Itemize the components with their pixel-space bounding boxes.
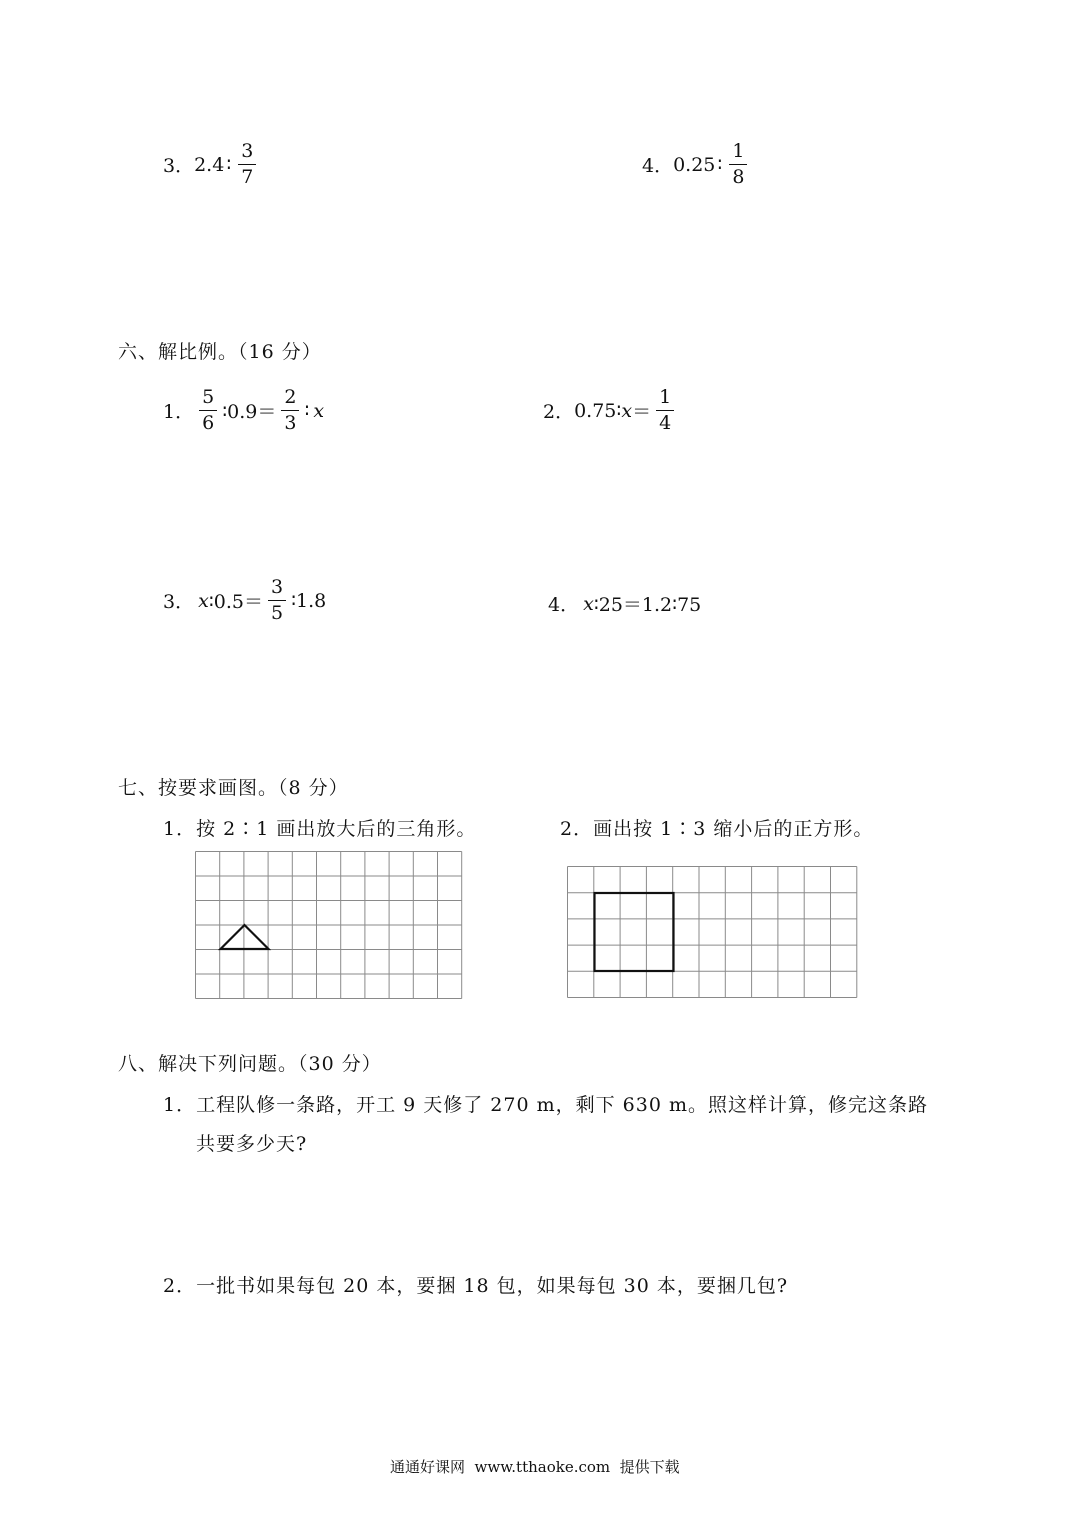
- q5-3-number: 3．: [163, 155, 195, 177]
- q6-1-number: 1．: [163, 401, 195, 423]
- denominator: 3: [284, 412, 297, 434]
- q6-4: [548, 590, 701, 617]
- q6-4-number: 4．: [548, 594, 580, 616]
- grid-right: [567, 866, 859, 999]
- denominator: 8: [732, 166, 745, 188]
- q5-4: [642, 142, 752, 187]
- q7-2-text: 2．画出按 1∶3 缩小后的正方形。: [560, 818, 874, 840]
- q5-4-number: 4．: [642, 155, 674, 177]
- numerator: 1: [659, 386, 672, 408]
- q8-2-text: 2．一批书如果每包 20 本，要捆 18 包，如果每包 30 本，要捆几包?: [163, 1275, 789, 1297]
- ratio-sign: ∶: [304, 399, 310, 422]
- q6-3-tail: ∶1.8: [291, 589, 327, 612]
- q7-1-text: 1．按 2∶1 画出放大后的三角形。: [163, 818, 477, 840]
- denominator: 5: [270, 602, 284, 624]
- q5-3: [163, 142, 261, 187]
- q8-1-line1: 1．工程队修一条路，开工 9 天修了 270 m，剩下 630 m。照这样计算，修完这条路: [163, 1094, 928, 1116]
- q6-2-number: 2．: [543, 401, 575, 423]
- triangle-shape: [221, 925, 269, 949]
- q6-3-middle: ∶0.5＝: [208, 591, 263, 613]
- numerator: 3: [270, 576, 284, 598]
- variable-x: x: [583, 592, 594, 615]
- q6-3: [163, 578, 326, 623]
- q6-1: [163, 388, 324, 433]
- fraction: [729, 142, 747, 187]
- numerator: 1: [732, 140, 745, 162]
- variable-x: x: [198, 589, 209, 612]
- grid-lines: [196, 852, 462, 999]
- fraction: [281, 388, 299, 433]
- square-shape: [595, 893, 674, 971]
- section6-heading: 六、解比例。（16 分）: [118, 341, 322, 363]
- section8-heading: 八、解决下列问题。（30 分）: [118, 1053, 382, 1075]
- q6-2-value: 0.75∶: [574, 399, 622, 422]
- section7-heading: 七、按要求画图。（8 分）: [118, 777, 349, 799]
- q8-1-line2: 共要多少天?: [196, 1133, 308, 1155]
- fraction: [656, 388, 674, 433]
- ratio-sign: ∶: [717, 153, 723, 176]
- q6-3-number: 3．: [163, 591, 195, 613]
- fraction: [268, 578, 286, 623]
- denominator: 4: [659, 412, 672, 434]
- denominator: 6: [202, 412, 215, 434]
- fraction: [238, 142, 256, 187]
- q5-3-value: 2.4: [194, 153, 225, 176]
- numerator: 2: [284, 386, 297, 408]
- grid-lines: [568, 867, 857, 998]
- q5-4-value: 0.25: [673, 153, 716, 176]
- q6-2: [543, 388, 679, 433]
- denominator: 7: [241, 166, 254, 188]
- q6-4-rest: ∶25＝1.2∶75: [593, 594, 702, 616]
- fraction: [199, 388, 217, 433]
- equals-sign: ＝: [632, 401, 652, 423]
- variable-x: x: [621, 399, 633, 422]
- q6-1-middle: ∶0.9＝: [222, 401, 277, 423]
- footer-text: 通通好课网 www.tthaoke.com 提供下载: [390, 1458, 680, 1476]
- numerator: 3: [241, 140, 254, 162]
- variable-x: x: [313, 399, 325, 422]
- ratio-sign: ∶: [226, 153, 232, 176]
- numerator: 5: [202, 386, 215, 408]
- grid-left: [195, 851, 465, 999]
